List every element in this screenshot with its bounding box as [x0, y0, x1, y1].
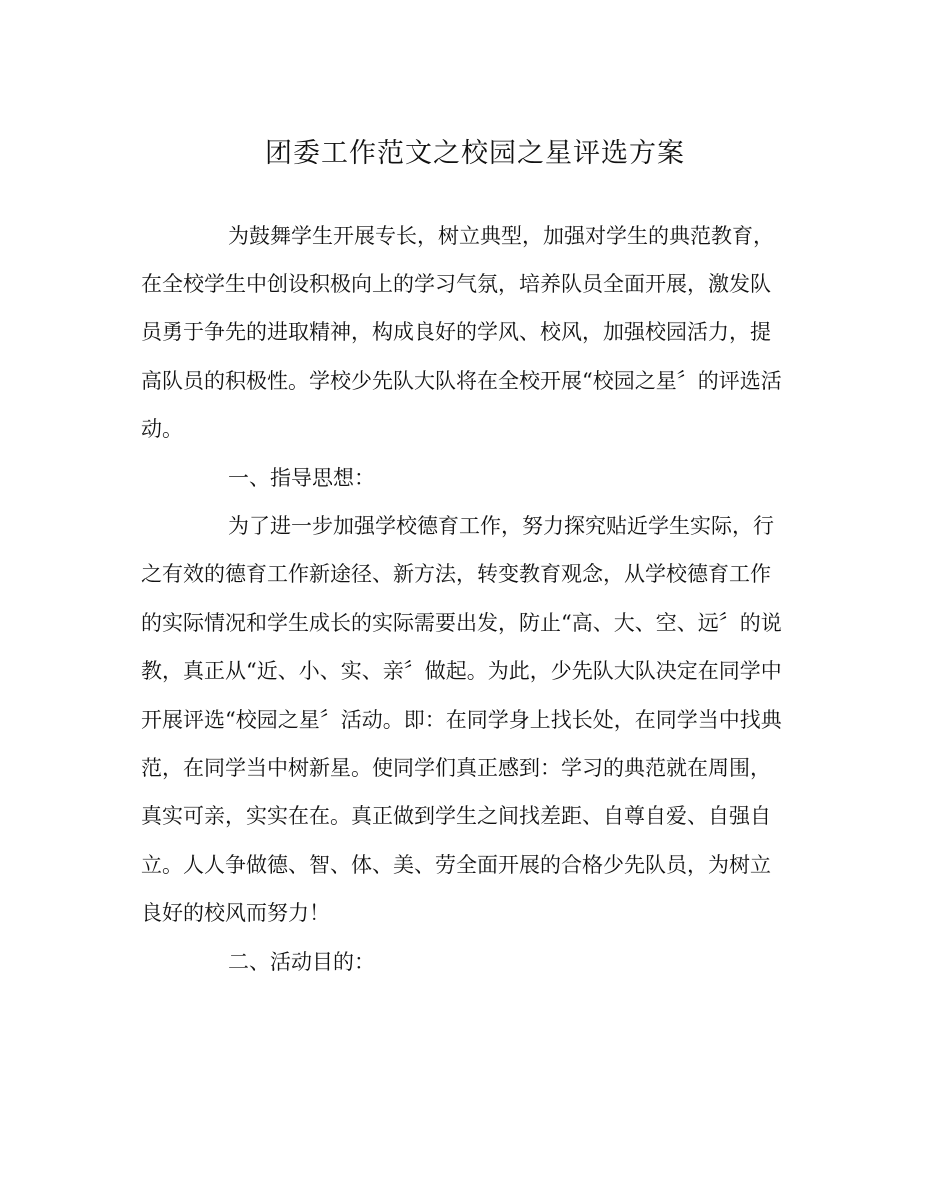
guiding-paragraph-line-4: 教，真正从“近、小、实、亲〞做起。为此，少先队大队决定在同学中: [141, 659, 782, 683]
intro-paragraph-line-5: 动。: [141, 417, 183, 441]
guiding-paragraph-line-5: 开展评选“校园之星〞活动。即：在同学身上找长处，在同学当中找典: [141, 708, 782, 732]
guiding-paragraph-line-1: 为了进一步加强学校德育工作，努力探究贴近学生实际，行: [228, 514, 774, 538]
intro-paragraph-line-4: 高队员的积极性。学校少先队大队将在全校开展“校园之星〞的评选活: [141, 369, 782, 393]
guiding-paragraph-line-3: 的实际情况和学生成长的实际需要出发，防止“高、大、空、远〞的说: [141, 611, 782, 635]
guiding-paragraph-line-6: 范，在同学当中树新星。使同学们真正感到：学习的典范就在周围，: [141, 756, 771, 780]
guiding-paragraph-line-7: 真实可亲，实实在在。真正做到学生之间找差距、自尊自爱、自强自: [141, 804, 771, 828]
guiding-paragraph-line-2: 之有效的德育工作新途径、新方法，转变教育观念，从学校德育工作: [141, 562, 771, 586]
document-title: 团委工作范文之校园之星评选方案: [265, 138, 685, 169]
section-heading-guiding-ideology: 一、指导思想：: [228, 466, 375, 490]
guiding-paragraph-line-8: 立。人人争做德、智、体、美、劳全面开展的合格少先队员，为树立: [141, 853, 771, 877]
intro-paragraph-line-2: 在全校学生中创设积极向上的学习气氛，培养队员全面开展，激发队: [141, 272, 771, 296]
intro-paragraph-line-1: 为鼓舞学生开展专长，树立典型，加强对学生的典范教育，: [228, 224, 774, 248]
intro-paragraph-line-3: 员勇于争先的进取精神，构成良好的学风、校风，加强校园活力，提: [141, 320, 771, 344]
guiding-paragraph-line-9: 良好的校风而努力！: [141, 901, 330, 925]
section-heading-activity-purpose: 二、活动目的：: [228, 950, 375, 974]
